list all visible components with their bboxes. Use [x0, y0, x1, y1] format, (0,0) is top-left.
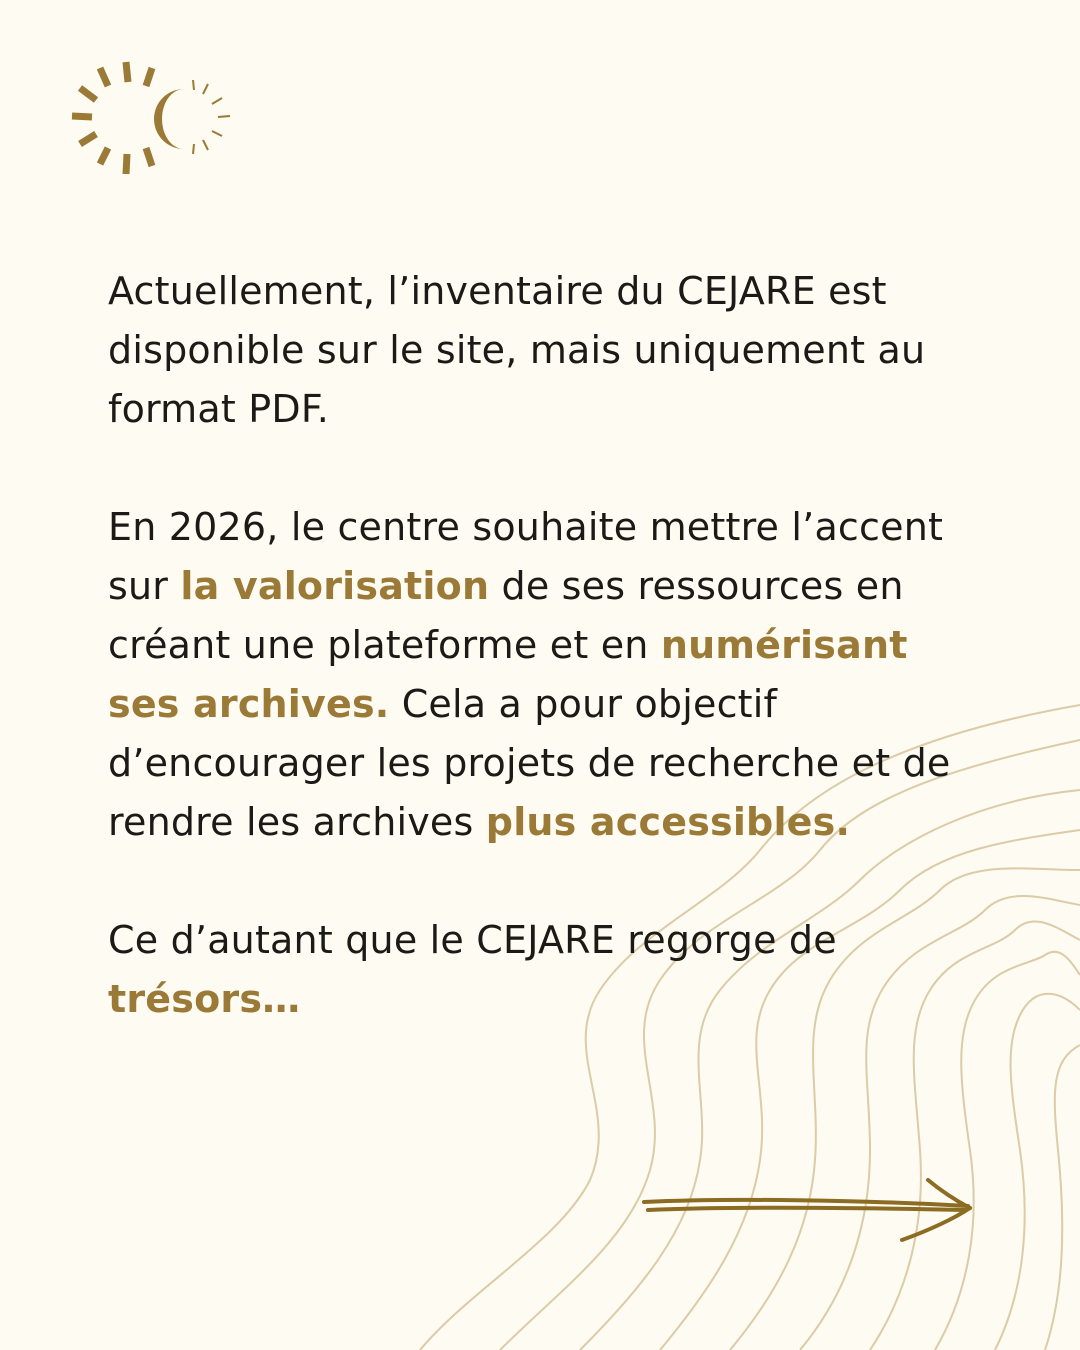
arrow-right-icon[interactable] — [640, 1170, 980, 1250]
highlight-tresors: trésors… — [108, 977, 301, 1021]
paragraph-3 — [108, 911, 988, 1029]
paragraph-2-text-2: de ses ressources en créant une plateforme et en — [108, 564, 904, 667]
paragraph-1-text: Actuellement, l’inventaire du CEJARE est disponible sur le site, mais uniquement au format PDF. — [108, 269, 926, 431]
paragraph-2-text-3: Cela a pour objectif d’encourager les projets de recherche et de rendre les archives — [108, 682, 951, 844]
sunburst-logo-icon — [62, 54, 242, 184]
paragraph-2-text-1: En 2026, le centre souhaite mettre l’accent sur — [108, 505, 944, 608]
body-text — [108, 262, 988, 1029]
paragraph-3-text: Ce d’autant que le CEJARE regorge de — [108, 918, 837, 962]
highlight-valorisation: la valorisation — [180, 564, 490, 608]
paragraph-2 — [108, 498, 988, 852]
paragraph-1 — [108, 262, 988, 439]
highlight-numerisation: numérisant ses archives. — [108, 623, 908, 726]
highlight-accessibles: plus accessibles. — [485, 800, 851, 844]
